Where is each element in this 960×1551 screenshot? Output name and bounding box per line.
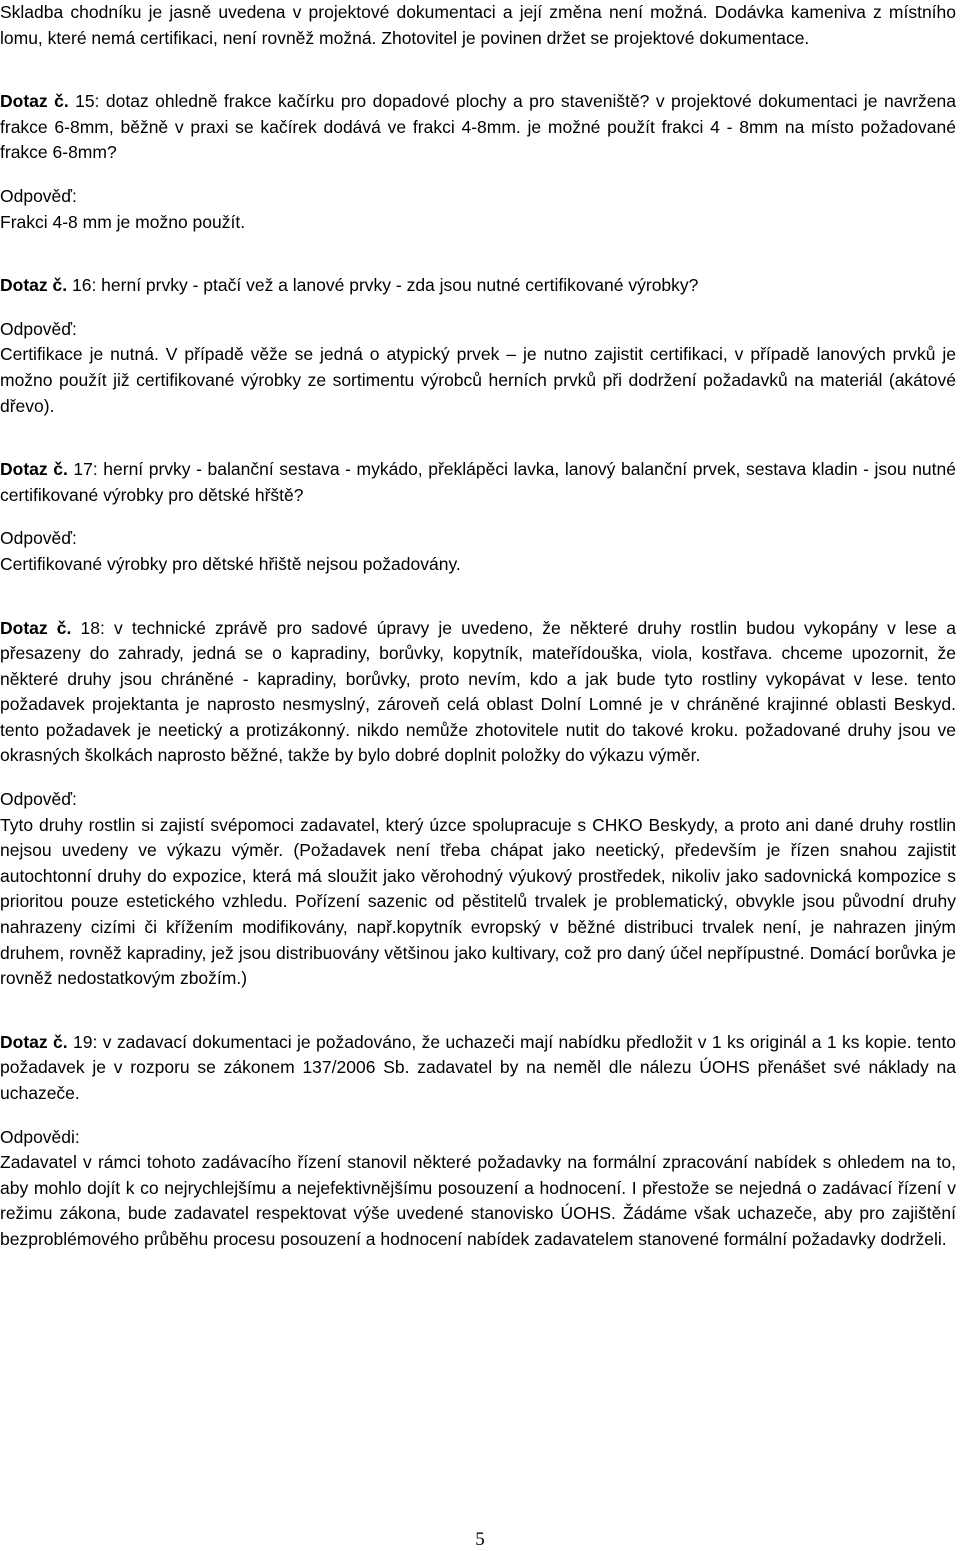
question-text bbox=[0, 457, 956, 508]
dotaz-label: Dotaz č. bbox=[0, 91, 69, 112]
question-body: 16: herní prvky - ptačí vež a lanové prvky - zda jsou nutné certifikované výrobky? bbox=[71, 275, 699, 296]
question-block-18 bbox=[0, 616, 956, 992]
answer-text: Certifikace je nutná. V případě věže se jedná o atypický prvek – je nutno zajistit certifikaci, v případě lanových prvků je možno použít již certifikované výrobky ze sortimentu výrobců herních prvků při dodržení požadavků na materiál (akátové dřevo). bbox=[0, 344, 956, 416]
answer-label: Odpověď: bbox=[0, 318, 77, 339]
answer-text: Tyto druhy rostlin si zajistí svépomoci zadavatel, který úzce spolupracuje s CHKO Beskydy, a proto ani dané druhy rostlin nejsou uvedeny ve výkazu výměr. (Požadavek není třeba chápat jako neetický, především je řízen snahou zajistit autochtonní druhy do expozice, která má sloužit jako věrohodný výukový prostředek, nikoliv jako sadovnická kompozice s prioritou pouze estetického vzhledu. Pořízení sazenic od pěstitelů trvalek je problematický, obvykle jsou původní druhy nahrazeny cizími či křížením modifikovány, např.kopytník evropský v běžné distribuci trvalek není, je nahrazen jiným druhem, rovněž kapradiny, jež jsou distribuovány většinou jako kultivary, což pro daný účel nepřípustné. Domácí borůvka je rovněž nedostatkovým zbožím.) bbox=[0, 814, 956, 989]
answer-label: Odpovědi: bbox=[0, 1126, 80, 1147]
question-block-15 bbox=[0, 89, 956, 235]
question-text bbox=[0, 1030, 956, 1107]
intro-paragraph: Skladba chodníku je jasně uvedena v projektové dokumentaci a její změna není možná. Dodávka kameniva z místního lomu, které nemá certifikaci, není rovněž možná. Zhotovitel je povinen držet se projektové dokumentace. bbox=[0, 2, 956, 48]
question-body: 18: v technické zprávě pro sadové úpravy je uvedeno, že některé druhy rostlin budou vykopány v lese a přesazeny do zahrady, jedná se o kapradiny, borůvky, kopytník, mateřídouška, viola, kostřava. chceme upozornit, že některé druhy jsou chráněné - kapradiny, borůvky, proto nevím, kdo a jak bude tyto rostliny vykopávat v lese. tento požadavek projektanta je naprosto nesmyslný, zároveň celá oblast Dolní Lomné je v chráněné krajinné oblasti Beskyd. tento požadavek je neetický a protizákonný. nikdo nemůže zhotovitele nutit do takové kroku. požadované druhy jsou ve okrasných školkách naprosto běžné, takže by bylo dobré doplnit položky do výkazu výměr. bbox=[0, 617, 956, 766]
answer-text: Certifikované výrobky pro dětské hřiště nejsou požadovány. bbox=[0, 553, 461, 574]
question-body: 17: herní prvky - balanční sestava - mykádo, překlápěci lavka, lanový balanční prvek, sestava kladin - jsou nutné certifikované výrobky pro dětské hřště? bbox=[0, 459, 956, 505]
answer-label: Odpověď: bbox=[0, 528, 77, 549]
answer-text: Zadavatel v rámci tohoto zadávacího řízení stanovil některé požadavky na formální zpracování nabídek s ohledem na to, aby mohlo dojít k co nejrychlejšímu a nejefektivnějšímu posouzení a hodnocení. I přestože se nejedná o zadávací řízení v režimu zákona, bude zadavatel respektovat výše uvedené stanovisko ÚOHS. Žádáme však uchazeče, aby pro zajištění bezproblémového průběhu procesu posouzení a hodnocení nabídek zadavatelem stanovené formální požadavky dodrželi. bbox=[0, 1152, 956, 1249]
question-body: 15: dotaz ohledně frakce kačírku pro dopadové plochy a pro staveniště? v projektové dokumentaci je navržena frakce 6-8mm, běžně v praxi se kačírek dodává ve frakci 4-8mm. je možné použít frakci 4 - 8mm na místo požadované frakce 6-8mm? bbox=[0, 91, 956, 163]
question-body: 19: v zadavací dokumentaci je požadováno, že uchazeči mají nabídku předložit v 1 ks originál a 1 ks kopie. tento požadavek je v rozporu se zákonem 137/2006 Sb. zadavatel by na neměl dle nálezu ÚOHS přenášet své náklady na uchazeče. bbox=[0, 1031, 956, 1103]
page-number: 5 bbox=[475, 1529, 485, 1550]
question-block-16 bbox=[0, 273, 956, 419]
question-text bbox=[0, 616, 956, 770]
answer-label: Odpověď: bbox=[0, 185, 77, 206]
dotaz-label: Dotaz č. bbox=[0, 275, 68, 296]
question-block-19 bbox=[0, 1030, 956, 1253]
dotaz-label: Dotaz č. bbox=[0, 459, 68, 480]
dotaz-label: Dotaz č. bbox=[0, 1031, 68, 1052]
question-block-17 bbox=[0, 457, 956, 577]
answer-label: Odpověď: bbox=[0, 789, 77, 810]
answer-text: Frakci 4-8 mm je možno použít. bbox=[0, 211, 246, 232]
dotaz-label: Dotaz č. bbox=[0, 617, 72, 638]
question-text bbox=[0, 273, 956, 299]
question-text bbox=[0, 89, 956, 166]
